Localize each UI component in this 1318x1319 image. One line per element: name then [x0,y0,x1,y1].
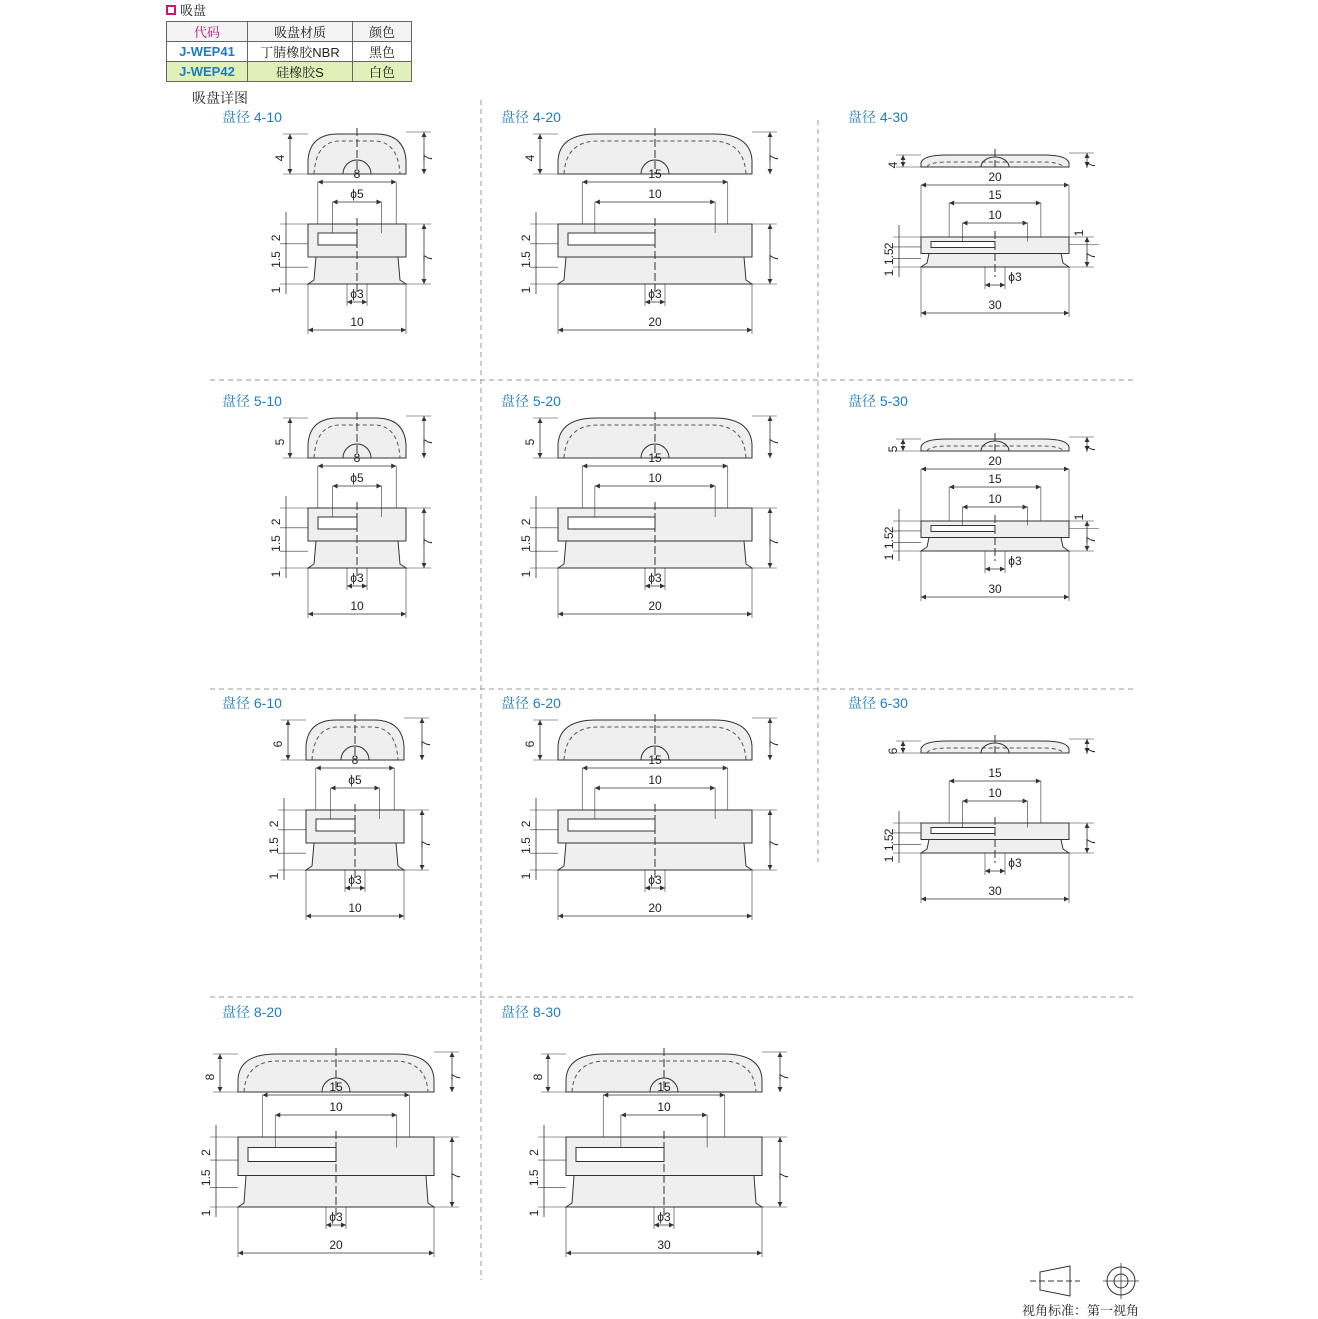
panel-title: 盘径 6-10 [222,695,282,711]
dimension-label: 6 [271,740,285,748]
dimension-label: 7 [767,254,781,262]
arrowhead [401,328,406,333]
dimension-label: 7 [1084,747,1098,755]
dimension-label: ϕ5 [350,187,364,201]
dimension-label: 15 [648,451,662,465]
arrowhead [331,786,336,791]
panel-title: 盘径 8-30 [501,1004,561,1020]
arrowhead [1000,869,1005,874]
suction-cup-panel [222,695,433,920]
suction-cup-panel [222,393,435,618]
dimension-label: 2 [269,234,283,242]
dimension-label: 8 [531,1073,545,1081]
dimension-label: 1.5 [269,535,283,552]
suction-cup-panel [199,1004,463,1257]
header-material: 吸盘材质 [248,22,353,42]
suction-cup-panel [848,695,1098,903]
dimension-label: 1 [1072,513,1086,521]
dimension-label: 7 [421,438,435,446]
arrowhead [901,741,906,746]
dimension-label: 7 [421,154,435,162]
arrowhead [1064,311,1069,316]
dimension-label: 10 [657,1100,671,1114]
arrowhead [723,766,728,771]
dimension-label: 7 [767,538,781,546]
arrowhead [263,1093,268,1098]
arrowhead [450,1137,455,1142]
arrowhead [768,755,773,760]
arrowhead [288,134,293,139]
dimension-label: 4 [886,161,900,169]
dimension-label: 8 [351,753,359,767]
dimension-label: 7 [767,438,781,446]
arrowhead [949,201,954,206]
dimension-label: 2 [519,234,533,242]
arrowhead [377,200,382,205]
dimension-label: 10 [648,187,662,201]
arrowhead [962,505,967,510]
arrowhead [921,183,926,188]
dimension-label: 20 [988,170,1002,184]
dimension-label: ϕ3 [1008,856,1022,870]
suction-cup-panel [501,393,781,618]
arrowhead [420,865,425,870]
dimension-label: 8 [353,451,361,465]
arrowhead [921,595,926,600]
dimension-label: 7 [421,254,435,262]
bore-slot [568,233,655,245]
arrowhead [450,1202,455,1207]
dimension-label: 1.5 [267,837,281,854]
arrowhead [422,169,427,174]
arrowhead [747,914,752,919]
arrowhead [720,1093,725,1098]
arrowhead [595,200,600,205]
dimension-label: ϕ3 [648,287,662,301]
arrowhead [582,464,587,469]
arrowhead [420,810,425,815]
dimension-label: 1 [1072,229,1086,237]
dimension-label: 2 [527,1149,541,1156]
arrowhead [422,508,427,513]
arrowhead [558,328,563,333]
arrowhead [747,612,752,617]
arrowhead [985,283,990,288]
arrowhead [1036,485,1041,490]
dimension-label: 15 [648,753,662,767]
arrowhead [962,221,967,226]
dimension-label: 1.5 [519,535,533,552]
section-title: 吸盘 [180,3,207,18]
arrowhead [595,786,600,791]
arrowhead [401,612,406,617]
dimension-label: ϕ3 [648,571,662,585]
arrowhead [538,453,543,458]
dimension-label: 7 [767,154,781,162]
arrowhead [921,311,926,316]
header-color: 颜色 [353,22,412,42]
arrowhead [901,439,906,444]
dimension-label: 20 [648,315,662,329]
dimension-label: 1 [519,570,533,578]
arrowhead [985,869,990,874]
dimension-label: 2 [267,820,281,828]
dimension-label: 5 [273,438,287,446]
suction-cup-panel [222,109,435,334]
bore-slot [318,233,357,245]
arrowhead [901,162,906,167]
arrowhead [778,1052,783,1057]
panel-title: 盘径 6-30 [848,695,908,711]
panel-title: 盘径 5-30 [848,393,908,409]
arrowhead [603,1093,608,1098]
arrowhead [768,508,773,513]
arrowhead [1064,595,1069,600]
arrowhead [1085,848,1090,853]
arrowhead [375,786,380,791]
bore-slot [318,517,357,529]
arrowhead [450,1052,455,1057]
arrowhead [333,200,338,205]
dimension-label: 7 [767,740,781,748]
arrowhead [1064,897,1069,902]
dimension-label: 1 [269,286,283,294]
dimension-label: 4 [523,154,537,162]
panel-title: 盘径 4-10 [222,109,282,125]
detail-title: 吸盘详图 [192,90,248,106]
dimension-label: 20 [329,1238,343,1252]
arrowhead [1023,221,1028,226]
arrowhead [558,914,563,919]
dimension-label: 1.5 [519,251,533,268]
dimension-label: 10 [988,786,1002,800]
dimension-label: 15 [657,1080,671,1094]
dimension-label: ϕ5 [350,471,364,485]
dimension-label: 6 [523,740,537,748]
row-code: J-WEP42 [167,62,248,82]
arrowhead [546,1054,551,1059]
arrowhead [558,612,563,617]
dimension-label: 1 [882,855,896,863]
arrowhead [422,224,427,229]
arrowhead [420,718,425,723]
arrowhead [286,720,291,725]
dimension-label: 7 [777,1172,791,1180]
bore-slot [316,819,355,831]
bore-slot [248,1148,336,1162]
arrowhead [288,453,293,458]
panel-title: 盘径 4-30 [848,109,908,125]
dimension-label: 7 [1084,536,1098,544]
arrowhead [1036,779,1041,784]
arrowhead [1064,183,1069,188]
bore-slot [931,242,995,248]
dimension-label: 2 [519,518,533,526]
arrowhead [218,1054,223,1059]
arrowhead [778,1137,783,1142]
arrowhead [218,1087,223,1092]
dimension-label: 1.5 [882,834,896,852]
dimension-label: 1.5 [269,251,283,268]
dimension-label: 1.5 [527,1169,541,1187]
dimension-label: 20 [648,901,662,915]
header-code: 代码 [167,22,248,42]
arrowhead [768,718,773,723]
dimension-label: 5 [886,445,900,453]
dimension-label: 30 [988,298,1002,312]
arrowhead [538,720,543,725]
dimension-label: ϕ3 [1008,554,1022,568]
bore-slot [931,526,995,532]
arrowhead [238,1251,243,1256]
dimension-label: 30 [988,884,1002,898]
arrowhead [389,766,394,771]
dimension-label: 10 [350,315,364,329]
arrowhead [308,328,313,333]
arrowhead [768,416,773,421]
arrowhead [723,464,728,469]
dimension-label: ϕ3 [648,873,662,887]
arrowhead [768,563,773,568]
projection-symbol [1030,1263,1139,1299]
arrowhead [392,1113,397,1118]
arrowhead [422,132,427,137]
dimension-label: 5 [523,438,537,446]
arrowhead [901,748,906,753]
arrowhead [582,180,587,185]
arrowhead [333,484,338,489]
dimension-label: 7 [767,840,781,848]
dimension-label: 1.5 [519,837,533,854]
arrowhead [318,464,323,469]
dimension-label: ϕ5 [348,773,362,787]
arrowhead [768,453,773,458]
arrowhead [318,180,323,185]
suction-cup-panel [501,1004,791,1257]
arrowhead [316,766,321,771]
dimension-label: 7 [449,1073,463,1081]
arrowhead [538,169,543,174]
arrowhead [399,914,404,919]
row-material: 硅橡胶S [248,62,353,82]
arrowhead [538,134,543,139]
dimension-label: 10 [329,1100,343,1114]
arrowhead [1085,237,1090,242]
dimension-label: 30 [988,582,1002,596]
arrowhead [422,453,427,458]
arrowhead [768,865,773,870]
dimension-label: 7 [1084,161,1098,169]
arrowhead [306,914,311,919]
arrowhead [949,485,954,490]
arrowhead [1085,437,1090,442]
arrowhead [377,484,382,489]
dimension-label: 20 [988,454,1002,468]
dimension-label: 1.5 [882,532,896,550]
bore-slot [568,819,655,831]
arrowhead [595,484,600,489]
dimension-label: 8 [203,1073,217,1081]
suction-cup-panel [501,109,781,334]
dimension-label: 7 [419,840,433,848]
dimension-label: 7 [1084,445,1098,453]
arrowhead [288,418,293,423]
arrowhead [1036,201,1041,206]
arrowhead [723,180,728,185]
bore-slot [568,517,655,529]
arrowhead [778,1087,783,1092]
row-material: 丁腈橡胶NBR [248,42,353,62]
arrowhead [1085,739,1090,744]
arrowhead [768,810,773,815]
dimension-label: 20 [648,599,662,613]
dimension-label: 4 [273,154,287,162]
arrowhead [546,1087,551,1092]
arrowhead [422,279,427,284]
arrowhead [538,418,543,423]
arrowhead [1023,799,1028,804]
arrowhead [1085,153,1090,158]
panel-title: 盘径 8-20 [222,1004,282,1020]
dimension-label: ϕ3 [1008,270,1022,284]
suction-cup-panel [848,393,1099,601]
dimension-label: ϕ3 [350,287,364,301]
dimension-label: 7 [421,538,435,546]
suction-cup-panel [501,695,781,920]
arrowhead [702,1113,707,1118]
dimension-label: 6 [886,747,900,755]
arrowhead [621,1113,626,1118]
dimension-label: 7 [449,1172,463,1180]
bore-slot [931,828,995,834]
dimension-label: 1 [199,1209,213,1217]
dimension-label: 2 [882,526,896,534]
arrowhead [901,155,906,160]
arrowhead [1085,823,1090,828]
arrowhead [710,786,715,791]
arrowhead [1023,505,1028,510]
panel-title: 盘径 5-10 [222,393,282,409]
arrowhead [405,1093,410,1098]
dimension-label: 7 [1084,252,1098,260]
dimension-label: 1 [882,553,896,561]
dimension-label: 2 [882,828,896,836]
dimension-label: 10 [988,208,1002,222]
arrowhead [566,1251,571,1256]
dimension-label: 7 [777,1073,791,1081]
arrowhead [710,200,715,205]
dimension-label: ϕ3 [329,1210,343,1224]
arrowhead [582,766,587,771]
arrowhead [391,180,396,185]
dimension-label: ϕ3 [348,873,362,887]
dimension-label: 15 [988,188,1002,202]
dimension-label: 15 [329,1080,343,1094]
arrowhead [538,755,543,760]
dimension-label: 10 [988,492,1002,506]
arrowhead [391,464,396,469]
arrowhead [949,779,954,784]
arrowhead [422,416,427,421]
arrowhead [429,1251,434,1256]
arrowhead [1000,567,1005,572]
arrowhead [308,612,313,617]
arrowhead [422,563,427,568]
arrowhead [768,132,773,137]
dimension-label: 10 [348,901,362,915]
dimension-label: 2 [269,518,283,526]
arrowhead [962,799,967,804]
arrowhead [768,224,773,229]
dimension-label: 1.5 [882,248,896,266]
dimension-label: 1 [519,286,533,294]
arrowhead [778,1202,783,1207]
panel-title: 盘径 4-20 [501,109,561,125]
dimension-label: 2 [882,242,896,250]
arrowhead [901,446,906,451]
row-color: 白色 [353,62,412,82]
dimension-label: 1 [882,269,896,277]
dimension-label: 10 [648,471,662,485]
arrowhead [286,755,291,760]
arrowhead [985,567,990,572]
dimension-label: 1 [519,872,533,880]
dimension-label: 30 [657,1238,671,1252]
arrowhead [275,1113,280,1118]
arrowhead [1085,262,1090,267]
dimension-label: 1 [267,872,281,880]
dimension-label: 8 [353,167,361,181]
dimension-label: 10 [648,773,662,787]
arrowhead [450,1087,455,1092]
dimension-label: 1 [527,1209,541,1217]
arrowhead [1000,283,1005,288]
arrowhead [768,279,773,284]
row-color: 黑色 [353,42,412,62]
dimension-label: 10 [350,599,364,613]
dimension-label: 15 [988,766,1002,780]
dimension-label: 7 [1084,838,1098,846]
dimension-label: 7 [419,740,433,748]
dimension-label: 15 [648,167,662,181]
dimension-label: ϕ3 [350,571,364,585]
arrowhead [1085,521,1090,526]
arrowhead [1085,546,1090,551]
suction-cup-panel [848,109,1099,317]
panel-title: 盘径 5-20 [501,393,561,409]
arrowhead [747,328,752,333]
dimension-label: 2 [519,820,533,828]
dimension-label: 2 [199,1149,213,1156]
bore-slot [576,1148,664,1162]
dimension-label: 15 [988,472,1002,486]
dimension-label: 1.5 [199,1169,213,1187]
arrowhead [1064,467,1069,472]
arrowhead [768,169,773,174]
dimension-label: 1 [269,570,283,578]
arrowhead [710,484,715,489]
dimension-label: ϕ3 [657,1210,671,1224]
panel-title: 盘径 6-20 [501,695,561,711]
arrowhead [921,897,926,902]
arrowhead [420,755,425,760]
row-code: J-WEP41 [167,42,248,62]
arrowhead [288,169,293,174]
arrowhead [921,467,926,472]
view-standard-label: 视角标准：第一视角 [1022,1303,1140,1318]
arrowhead [757,1251,762,1256]
